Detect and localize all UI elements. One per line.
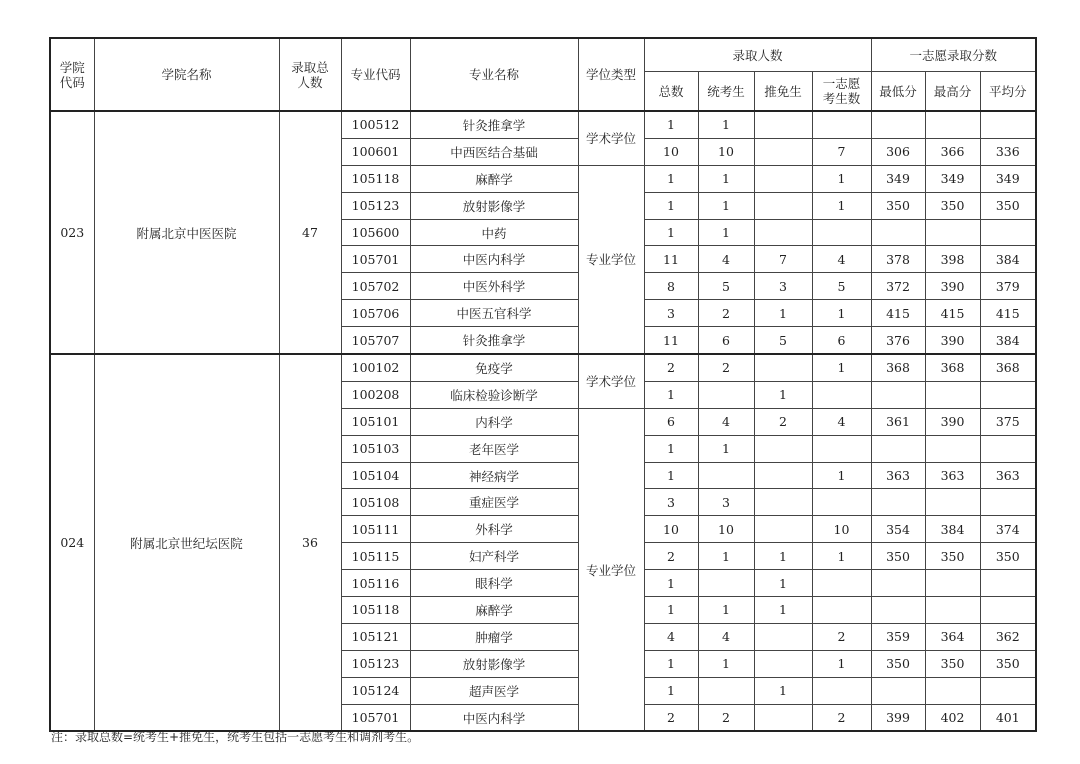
major-name-cell: 针灸推拿学 xyxy=(410,327,578,354)
major-code-cell: 105108 xyxy=(341,489,410,516)
max-score-cell: 349 xyxy=(925,165,980,192)
major-code-cell: 105702 xyxy=(341,273,410,300)
avg-score-cell: 336 xyxy=(980,138,1036,165)
unified-cell xyxy=(698,570,754,597)
col-header-recommended: 推免生 xyxy=(754,72,812,112)
major-code-cell: 105111 xyxy=(341,516,410,543)
min-score-cell: 363 xyxy=(871,462,925,489)
avg-score-cell: 349 xyxy=(980,165,1036,192)
first-choice-cell: 2 xyxy=(812,704,871,731)
total-cell: 3 xyxy=(644,300,698,327)
col-header-college-code: 学院代码 xyxy=(50,38,94,111)
first-choice-cell xyxy=(812,597,871,624)
major-name-cell: 中药 xyxy=(410,219,578,246)
recommended-cell xyxy=(754,462,812,489)
recommended-cell xyxy=(754,489,812,516)
first-choice-cell: 7 xyxy=(812,138,871,165)
first-choice-cell: 1 xyxy=(812,300,871,327)
major-code-cell: 105706 xyxy=(341,300,410,327)
total-cell: 1 xyxy=(644,462,698,489)
major-code-cell: 105115 xyxy=(341,543,410,570)
unified-cell: 1 xyxy=(698,597,754,624)
major-code-cell: 105121 xyxy=(341,623,410,650)
max-score-cell xyxy=(925,677,980,704)
total-cell: 1 xyxy=(644,435,698,462)
unified-cell: 4 xyxy=(698,246,754,273)
recommended-cell xyxy=(754,516,812,543)
col-header-major-code: 专业代码 xyxy=(341,38,410,111)
max-score-cell xyxy=(925,111,980,138)
unified-cell: 6 xyxy=(698,327,754,354)
recommended-cell xyxy=(754,219,812,246)
unified-cell: 4 xyxy=(698,408,754,435)
recommended-cell xyxy=(754,435,812,462)
college-total-cell: 47 xyxy=(279,111,341,354)
total-cell: 1 xyxy=(644,597,698,624)
unified-cell xyxy=(698,381,754,408)
college-name-cell: 附属北京中医医院 xyxy=(94,111,279,354)
unified-cell: 3 xyxy=(698,489,754,516)
admissions-table xyxy=(49,37,1037,732)
max-score-cell: 363 xyxy=(925,462,980,489)
major-name-cell: 中医内科学 xyxy=(410,704,578,731)
min-score-cell xyxy=(871,435,925,462)
avg-score-cell: 374 xyxy=(980,516,1036,543)
max-score-cell: 390 xyxy=(925,273,980,300)
major-name-cell: 妇产科学 xyxy=(410,543,578,570)
first-choice-cell xyxy=(812,570,871,597)
col-header-min-score: 最低分 xyxy=(871,72,925,112)
max-score-cell xyxy=(925,435,980,462)
min-score-cell xyxy=(871,570,925,597)
degree-type-cell: 专业学位 xyxy=(578,408,644,731)
first-choice-cell xyxy=(812,677,871,704)
major-name-cell: 外科学 xyxy=(410,516,578,543)
avg-score-cell: 401 xyxy=(980,704,1036,731)
min-score-cell: 361 xyxy=(871,408,925,435)
total-cell: 3 xyxy=(644,489,698,516)
recommended-cell xyxy=(754,623,812,650)
min-score-cell: 354 xyxy=(871,516,925,543)
first-choice-cell xyxy=(812,381,871,408)
unified-cell: 1 xyxy=(698,219,754,246)
unified-cell: 1 xyxy=(698,111,754,138)
first-choice-cell: 5 xyxy=(812,273,871,300)
major-code-cell: 105118 xyxy=(341,165,410,192)
major-code-cell: 105104 xyxy=(341,462,410,489)
major-code-cell: 105116 xyxy=(341,570,410,597)
col-header-first-choice: 一志愿考生数 xyxy=(812,72,871,112)
total-cell: 2 xyxy=(644,704,698,731)
max-score-cell: 350 xyxy=(925,543,980,570)
total-cell: 11 xyxy=(644,327,698,354)
recommended-cell: 2 xyxy=(754,408,812,435)
min-score-cell: 415 xyxy=(871,300,925,327)
col-header-admitted-group: 录取人数 xyxy=(644,38,871,72)
avg-score-cell: 415 xyxy=(980,300,1036,327)
max-score-cell: 384 xyxy=(925,516,980,543)
max-score-cell: 390 xyxy=(925,327,980,354)
major-code-cell: 105123 xyxy=(341,650,410,677)
avg-score-cell: 379 xyxy=(980,273,1036,300)
avg-score-cell xyxy=(980,381,1036,408)
min-score-cell xyxy=(871,597,925,624)
major-name-cell: 中西医结合基础 xyxy=(410,138,578,165)
major-name-cell: 内科学 xyxy=(410,408,578,435)
unified-cell: 1 xyxy=(698,435,754,462)
recommended-cell: 1 xyxy=(754,543,812,570)
min-score-cell: 350 xyxy=(871,543,925,570)
college-code-cell: 023 xyxy=(50,111,94,354)
recommended-cell: 1 xyxy=(754,381,812,408)
col-header-max-score: 最高分 xyxy=(925,72,980,112)
recommended-cell xyxy=(754,138,812,165)
recommended-cell: 5 xyxy=(754,327,812,354)
recommended-cell: 1 xyxy=(754,570,812,597)
first-choice-cell: 1 xyxy=(812,192,871,219)
total-cell: 1 xyxy=(644,677,698,704)
major-name-cell: 眼科学 xyxy=(410,570,578,597)
min-score-cell: 378 xyxy=(871,246,925,273)
min-score-cell: 359 xyxy=(871,623,925,650)
total-cell: 4 xyxy=(644,623,698,650)
unified-cell xyxy=(698,677,754,704)
col-header-major-name: 专业名称 xyxy=(410,38,578,111)
first-choice-cell: 1 xyxy=(812,462,871,489)
avg-score-cell: 363 xyxy=(980,462,1036,489)
unified-cell: 10 xyxy=(698,138,754,165)
first-choice-cell xyxy=(812,489,871,516)
min-score-cell: 350 xyxy=(871,192,925,219)
major-code-cell: 105707 xyxy=(341,327,410,354)
avg-score-cell xyxy=(980,219,1036,246)
first-choice-cell xyxy=(812,111,871,138)
college-name-cell: 附属北京世纪坛医院 xyxy=(94,354,279,731)
recommended-cell: 7 xyxy=(754,246,812,273)
total-cell: 1 xyxy=(644,381,698,408)
degree-type-cell: 学术学位 xyxy=(578,354,644,408)
avg-score-cell xyxy=(980,597,1036,624)
unified-cell: 2 xyxy=(698,300,754,327)
unified-cell xyxy=(698,462,754,489)
major-name-cell: 中医内科学 xyxy=(410,246,578,273)
major-code-cell: 105124 xyxy=(341,677,410,704)
degree-type-cell: 学术学位 xyxy=(578,111,644,165)
unified-cell: 1 xyxy=(698,165,754,192)
avg-score-cell: 362 xyxy=(980,623,1036,650)
major-name-cell: 免疫学 xyxy=(410,354,578,381)
total-cell: 1 xyxy=(644,165,698,192)
major-name-cell: 放射影像学 xyxy=(410,650,578,677)
unified-cell: 2 xyxy=(698,354,754,381)
avg-score-cell: 350 xyxy=(980,650,1036,677)
total-cell: 11 xyxy=(644,246,698,273)
avg-score-cell xyxy=(980,570,1036,597)
first-choice-cell: 6 xyxy=(812,327,871,354)
college-code-cell: 024 xyxy=(50,354,94,731)
major-name-cell: 超声医学 xyxy=(410,677,578,704)
first-choice-cell: 4 xyxy=(812,246,871,273)
max-score-cell: 350 xyxy=(925,650,980,677)
avg-score-cell: 375 xyxy=(980,408,1036,435)
major-name-cell: 中医五官科学 xyxy=(410,300,578,327)
recommended-cell: 1 xyxy=(754,300,812,327)
major-name-cell: 临床检验诊断学 xyxy=(410,381,578,408)
max-score-cell xyxy=(925,597,980,624)
min-score-cell xyxy=(871,677,925,704)
min-score-cell xyxy=(871,111,925,138)
total-cell: 1 xyxy=(644,219,698,246)
recommended-cell: 1 xyxy=(754,677,812,704)
major-name-cell: 麻醉学 xyxy=(410,597,578,624)
min-score-cell: 368 xyxy=(871,354,925,381)
unified-cell: 1 xyxy=(698,192,754,219)
recommended-cell: 3 xyxy=(754,273,812,300)
col-header-degree-type: 学位类型 xyxy=(578,38,644,111)
col-header-score-group: 一志愿录取分数 xyxy=(871,38,1036,72)
major-name-cell: 针灸推拿学 xyxy=(410,111,578,138)
avg-score-cell: 350 xyxy=(980,192,1036,219)
table-row xyxy=(50,354,1036,381)
unified-cell: 10 xyxy=(698,516,754,543)
major-name-cell: 神经病学 xyxy=(410,462,578,489)
min-score-cell: 376 xyxy=(871,327,925,354)
avg-score-cell xyxy=(980,677,1036,704)
col-header-unified: 统考生 xyxy=(698,72,754,112)
first-choice-cell: 1 xyxy=(812,650,871,677)
min-score-cell: 349 xyxy=(871,165,925,192)
degree-type-cell: 专业学位 xyxy=(578,165,644,354)
recommended-cell xyxy=(754,704,812,731)
major-name-cell: 重症医学 xyxy=(410,489,578,516)
major-code-cell: 105103 xyxy=(341,435,410,462)
min-score-cell xyxy=(871,489,925,516)
max-score-cell xyxy=(925,219,980,246)
college-total-cell: 36 xyxy=(279,354,341,731)
major-code-cell: 100601 xyxy=(341,138,410,165)
max-score-cell xyxy=(925,570,980,597)
first-choice-cell: 4 xyxy=(812,408,871,435)
total-cell: 1 xyxy=(644,650,698,677)
max-score-cell xyxy=(925,381,980,408)
unified-cell: 4 xyxy=(698,623,754,650)
major-code-cell: 100102 xyxy=(341,354,410,381)
recommended-cell xyxy=(754,111,812,138)
max-score-cell: 350 xyxy=(925,192,980,219)
avg-score-cell: 384 xyxy=(980,327,1036,354)
total-cell: 8 xyxy=(644,273,698,300)
total-cell: 2 xyxy=(644,543,698,570)
major-name-cell: 老年医学 xyxy=(410,435,578,462)
first-choice-cell: 1 xyxy=(812,165,871,192)
unified-cell: 1 xyxy=(698,543,754,570)
total-cell: 1 xyxy=(644,111,698,138)
avg-score-cell xyxy=(980,435,1036,462)
total-cell: 10 xyxy=(644,516,698,543)
max-score-cell: 364 xyxy=(925,623,980,650)
min-score-cell xyxy=(871,219,925,246)
unified-cell: 1 xyxy=(698,650,754,677)
major-code-cell: 105600 xyxy=(341,219,410,246)
avg-score-cell: 368 xyxy=(980,354,1036,381)
major-code-cell: 105101 xyxy=(341,408,410,435)
avg-score-cell: 350 xyxy=(980,543,1036,570)
recommended-cell: 1 xyxy=(754,597,812,624)
max-score-cell: 415 xyxy=(925,300,980,327)
first-choice-cell: 10 xyxy=(812,516,871,543)
avg-score-cell xyxy=(980,489,1036,516)
recommended-cell xyxy=(754,165,812,192)
table-body xyxy=(50,111,1036,731)
major-code-cell: 105701 xyxy=(341,246,410,273)
major-name-cell: 中医外科学 xyxy=(410,273,578,300)
first-choice-cell xyxy=(812,219,871,246)
first-choice-cell xyxy=(812,435,871,462)
min-score-cell: 350 xyxy=(871,650,925,677)
min-score-cell xyxy=(871,381,925,408)
major-code-cell: 105701 xyxy=(341,704,410,731)
recommended-cell xyxy=(754,192,812,219)
unified-cell: 5 xyxy=(698,273,754,300)
first-choice-cell: 2 xyxy=(812,623,871,650)
max-score-cell: 402 xyxy=(925,704,980,731)
major-code-cell: 100208 xyxy=(341,381,410,408)
col-header-total: 总数 xyxy=(644,72,698,112)
major-code-cell: 105123 xyxy=(341,192,410,219)
total-cell: 10 xyxy=(644,138,698,165)
max-score-cell: 366 xyxy=(925,138,980,165)
col-header-avg-score: 平均分 xyxy=(980,72,1036,112)
max-score-cell: 398 xyxy=(925,246,980,273)
major-code-cell: 105118 xyxy=(341,597,410,624)
avg-score-cell: 384 xyxy=(980,246,1036,273)
total-cell: 2 xyxy=(644,354,698,381)
avg-score-cell xyxy=(980,111,1036,138)
unified-cell: 2 xyxy=(698,704,754,731)
total-cell: 1 xyxy=(644,192,698,219)
footnote: 注：录取总数=统考生+推免生，统考生包括一志愿考生和调剂考生。 xyxy=(51,730,420,744)
max-score-cell: 368 xyxy=(925,354,980,381)
max-score-cell: 390 xyxy=(925,408,980,435)
table-row xyxy=(50,111,1036,138)
max-score-cell xyxy=(925,489,980,516)
col-header-total-admitted: 录取总人数 xyxy=(279,38,341,111)
col-header-college-name: 学院名称 xyxy=(94,38,279,111)
min-score-cell: 399 xyxy=(871,704,925,731)
min-score-cell: 306 xyxy=(871,138,925,165)
recommended-cell xyxy=(754,354,812,381)
total-cell: 1 xyxy=(644,570,698,597)
major-name-cell: 麻醉学 xyxy=(410,165,578,192)
first-choice-cell: 1 xyxy=(812,354,871,381)
major-name-cell: 放射影像学 xyxy=(410,192,578,219)
min-score-cell: 372 xyxy=(871,273,925,300)
first-choice-cell: 1 xyxy=(812,543,871,570)
total-cell: 6 xyxy=(644,408,698,435)
major-name-cell: 肿瘤学 xyxy=(410,623,578,650)
major-code-cell: 100512 xyxy=(341,111,410,138)
recommended-cell xyxy=(754,650,812,677)
